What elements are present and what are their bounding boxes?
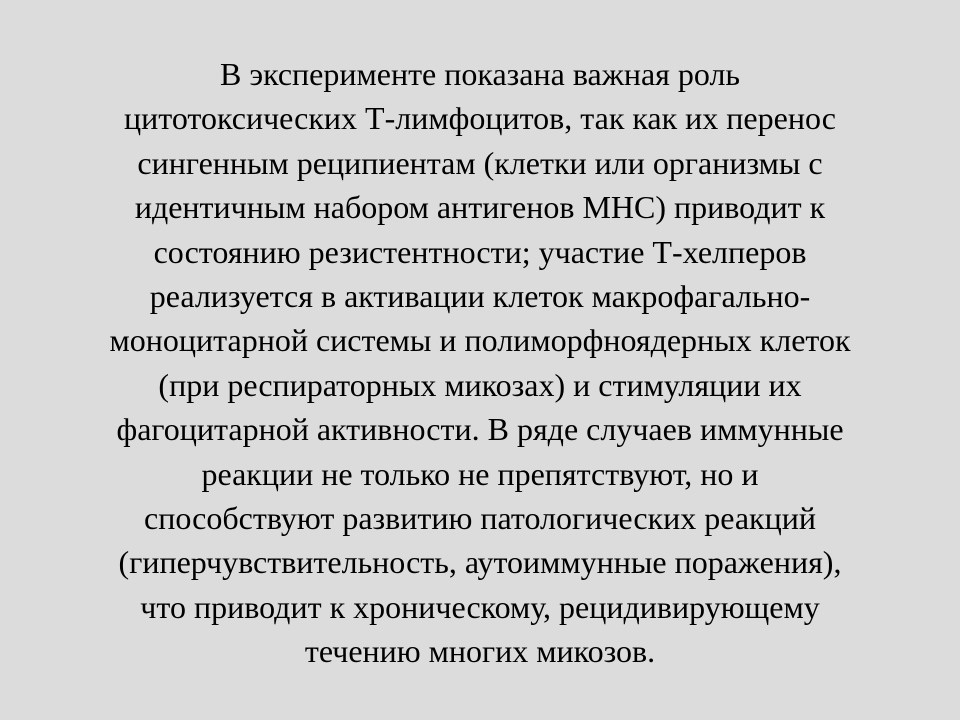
paragraph-line-13: что приводит к хроническому, рецидивирующему xyxy=(140,588,820,625)
paragraph-line-6: реализуется в активации клеток макрофагально- xyxy=(149,278,811,315)
paragraph-line-7: моноцитарной системы и полиморфноядерных клеток xyxy=(109,322,851,359)
paragraph-line-8: (при респираторных микозах) и стимуляции их xyxy=(158,366,802,403)
paragraph-line-9: фагоцитарной активности. В ряде случаев иммунные xyxy=(116,411,844,448)
paragraph-line-11: способствуют развитию патологических реакций xyxy=(144,500,816,537)
paragraph-line-12: (гиперчувствительность, аутоиммунные поражения), xyxy=(118,544,842,581)
paragraph-line-5: состоянию резистентности; участие Т-хелперов xyxy=(153,233,807,270)
paragraph-line-3: сингенным реципиентам (клетки или организмы с xyxy=(137,144,823,181)
paragraph-line-10: реакции не только не препятствуют, но и xyxy=(201,455,759,492)
paragraph-line-2: цитотоксических Т-лимфоцитов, так как их перенос xyxy=(124,100,836,137)
paragraph-line-4: идентичным набором антигенов МНС) приводит к xyxy=(134,189,826,226)
body-paragraph xyxy=(40,52,920,674)
paragraph-line-1: В эксперименте показана важная роль xyxy=(220,56,740,92)
paragraph-line-14: течению многих микозов. xyxy=(304,633,656,670)
